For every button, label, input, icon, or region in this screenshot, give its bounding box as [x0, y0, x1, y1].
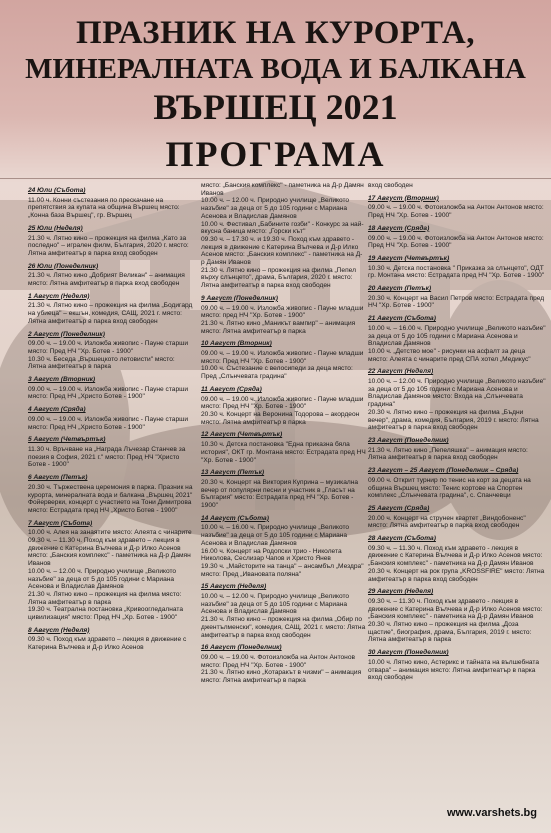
event-entry: 09.30 ч. – 17.30 ч. и 19.30 ч. Поход към здравето - лекция в движение с Катерина Вълчева и Д-р Илко Асенов място: „Банския комплекс" - паметника на Д-р Дамян Иванов — [201, 235, 363, 267]
day-heading: 26 Юли (Понеделник) — [28, 262, 99, 270]
program-column-1 — [28, 182, 193, 652]
day-heading: 24 Юли (Събота) — [28, 187, 86, 194]
website-link[interactable]: www.varshets.bg — [446, 807, 537, 819]
event-entry: 09.30 ч. Поход към здравето – лекция в движение с Катерина Вълчева и Д-р Илко Асенов — [28, 636, 187, 652]
divider — [0, 178, 551, 179]
day-heading: 1 Август (Неделя) — [28, 292, 90, 300]
event-entry: 21.30 ч. Лятно кино „Добрият Великан" – анимация място: Лятна амфитеатър в парка вход свободен — [28, 272, 185, 288]
event-entry: 21.30 ч. Лятно кино – прожекция на филма място: Лятна амфитеатър в парка — [28, 590, 182, 606]
event-entry: 20.30 ч. Концерт на Веронина Тодорова – акордеон място: Лятна амфитеатър в парка — [201, 410, 360, 426]
event-entry: 10.00 ч. Фестивал „Бабините гозби" - Конкурс за най-вкусна баница място: „Горски кът" — [201, 220, 364, 236]
day-heading: 2 Август (Понеделник) — [28, 330, 105, 338]
day-heading: 13 Август (Петък) — [201, 469, 265, 477]
event-entry: 10.30 ч. Детска постановка " Приказка за слънцето", ОДТ гр. Монтана място: Естрадата пред НЧ "Хр. Ботев - 1900" — [368, 264, 545, 280]
day-heading: 29 Август (Неделя) — [368, 588, 434, 596]
event-entry: 09.30 ч. – 11.30 ч. Поход към здравето - лекция в движение с Катерина Вълчева и Д-р Илко Асенов място: „Банския комплекс" - паметника на Д-р Дамян Иванов — [368, 544, 543, 568]
event-entry: 10.30 ч. Детска постановка "Една приказна бяла история", ОКТ гр. Монтана място: Естрадата пред НЧ "Хр. Ботев - 1900" — [201, 441, 366, 464]
event-entry: 21.30 ч. Лятно кино – прожекция на филма „Бодигард на убиеца" – екшън, комедия, САЩ, 2021 г. място: Лятна амфитеатър в парка вход свободен — [28, 302, 193, 325]
day-heading: 17 Август (Вторник) — [368, 194, 439, 202]
day-heading: 25 Юли (Неделя) — [28, 224, 83, 232]
event-entry: 10.00 ч. „Детство мое" - рисунки на асфалт за деца място: Алеята с чинарите пред СПА хотел „Медикус" — [368, 347, 531, 363]
day-heading: 25 Август (Сряда) — [368, 504, 430, 512]
day-heading: 28 Август (Събота) — [368, 535, 436, 543]
day-heading: 3 Август (Вторник) — [28, 376, 96, 384]
event-entry: 20.00 ч. Концерт на струнен квартет „Виндобоненс" място: Лятна амфитеатър в парка вход свободен — [368, 514, 526, 530]
event-entry: 09.00 ч. – 19.00 ч. Фотоизложба на Антон Антонов място: Пред НЧ "Хр. Ботев - 1900" — [368, 234, 544, 250]
event-entry: 21.30 ч. Лятно кино „Котаракът в чизми" – анимация място: Лятна амфитеатър в парка — [201, 669, 362, 685]
event-entry: 09.00 ч. – 19.00 ч. Фотоизложба на Антон Антонов място: Пред НЧ "Хр. Ботев - 1900" — [368, 204, 544, 220]
event-entry: 20.30 ч. Лятно кино – прожекция на филма „Бъдни вечер", драма, комедия, България, 2019 г. място: Лятна амфитеатър в парка вход свободен — [368, 408, 539, 432]
event-entry: 21.30 ч. Лятно кино „Маникът вампир" – анимация място: Лятна амфитеатър в парка — [201, 319, 356, 335]
event-entry: 19.30 ч. „Майсторите на танца" – ансамбъл „Мездра" място: Пред „Ивановата поляна" — [201, 562, 364, 578]
event-entry: 09.00 ч. – 19.00 ч. Изложба живопис - Пауне старши място: Пред НЧ „Христо Ботев - 1900" — [28, 415, 189, 431]
day-heading: 14 Август (Събота) — [201, 514, 269, 522]
title-line-1: ПРАЗНИК НА КУРОРТА, — [76, 15, 475, 51]
title-line-2: МИНЕРАЛНАТА ВОДА И БАЛКАНА — [25, 53, 526, 85]
day-heading: 5 Август (Четвъртък) — [28, 436, 106, 444]
event-entry: 09.00 ч. – 19.00 ч. Изложба живопис - Пауне младши място: Пред НЧ "Хр. Ботев - 1900" — [201, 350, 364, 365]
event-entry: 20.30 ч. Концерт на рок група „KROSSFIRE" място: Лятна амфитеатър в парка вход свободен — [368, 567, 545, 583]
event-entry: 10.00 ч. – 16.00 ч. Природно училище „Великото назъбие" за деца от 5 до 105 години с Мариана Асенова и Владислав Дамянов — [201, 524, 350, 547]
event-entry: 21.30 ч. Лятно кино – прожекция на филма „Като за последно" – игрален филм, България, 2020 г. място: Лятна амфитеатър в парка вход свободен — [28, 234, 189, 257]
event-entry: 11.30 ч. Връчване на „Награда Лъчезар Станчев за поезия в София, 2021 г." място: Пред НЧ "Христо Ботев - 1900" — [28, 445, 186, 469]
event-entry: 10.00 ч. Състезание с велосипеди за деца място: Пред „Слънчевата градина" — [201, 365, 353, 381]
event-entry: 21.30 ч. Лятно кино – прожекция на филма „Обир по джентълменски", комедия, САЩ, 2021 г. място: Лятна амфитеатър в парка вход свободен — [201, 616, 366, 639]
event-entry: 09.30 ч. – 11.30 ч. Поход към здравето - лекция в движение с Катерина Вълчева и Д-р Илко Асенов място: „Банския комплекс" - паметника на Д-р Дамян Иванов — [368, 597, 543, 621]
day-heading: 21 Август (Събота) — [368, 315, 436, 323]
day-heading: 22 Август (Неделя) — [368, 368, 434, 376]
event-entry: 10.00 ч. – 12.00 ч. Природно училище „Великото назъбие" за деца от 5 до 105 години с Мариана Асенова и Владислав Дамянов — [201, 197, 350, 220]
day-heading: 6 Август (Петък) — [28, 474, 88, 482]
program-column-2 — [201, 182, 366, 685]
event-entry: 10.00 ч. – 16.00 ч. Природно училище „Великото назъбие" за деца от 5 до 105 години с Мариана Асенова и Владислав Дамянов — [368, 324, 546, 348]
event-entry: 09.00 ч. – 19.00 ч. Изложба живопис - Пауне старши място: Пред НЧ „Христо Ботев - 1900" — [28, 385, 189, 401]
day-heading: 18 Август (Сряда) — [368, 224, 430, 232]
event-entry: 11.00 ч. Конни състезания по прескачане на препятствия за купата на община Вършец място: „Конна база Вършец", гр. Вършец — [28, 196, 180, 220]
program-column-3 — [368, 182, 546, 682]
day-heading: 9 Август (Понеделник) — [201, 294, 278, 302]
day-heading: 23 Август – 25 Август (Понеделник – Сряда) — [368, 467, 519, 475]
program-columns — [28, 182, 548, 822]
event-entry: 21.30 ч. Лятно кино – прожекция на филма „Пепел върху слънцето", драма, България, 2020 г. място: Лятна амфитеатър в парка вход свободен — [201, 266, 356, 290]
event-entry: 20.30 ч. Концерт на Виктория Куприна – музикална вечер от популярни песни и участник в „Гласът на България" място: Естрадата пред НЧ "Хр. Ботев - 1900" — [201, 478, 359, 510]
event-entry: 10.00 ч. Лятно кино, Астерикс и тайната на вълшебната отвара" – анимация място: Лятна амфитеатър в парка вход свободен — [368, 658, 540, 682]
day-heading: 10 Август (Вторник) — [201, 340, 272, 348]
event-entry: 10.00 ч. Алея на занаятите място: Алеята с чинарите — [28, 529, 192, 537]
event-entry: място: „Банския комплекс" - паметника на Д-р Дамян Иванов — [201, 182, 364, 197]
day-heading: 20 Август (Петък) — [368, 285, 432, 293]
event-entry: 10.30 ч. Беседа „Вършецкото летовисти" място: Лятна амфитеатър в парка — [28, 355, 175, 371]
day-heading: 30 Август (Понеделник) — [368, 649, 449, 657]
day-heading: 11 Август (Сряда) — [201, 385, 262, 393]
event-entry: 20.30 ч. Лятно кино – прожекция на филма „Доза щастие", биография, драма, България, 2019 г. място: Лятна амфитеатър в парка — [368, 621, 532, 644]
day-heading: 12 Август (Четвъртък) — [201, 431, 283, 439]
event-entry: 10.00 ч. – 12.00 ч. Природно училище „Великото назъбие" за деца от 5 до 105 години с Мариана Асенова и Владислав Дамянов място: Входа на „Слънчевата градина" — [368, 378, 546, 409]
title-line-3: ВЪРШЕЦ 2021 — [153, 87, 398, 127]
poster-header — [0, 14, 551, 176]
event-entry: вход свободен — [368, 182, 413, 189]
event-entry: 10.00 ч. – 12.00 ч. Природно училище „Великото назъбие" за деца от 5 до 105 години с Мариана Асенова и Владислав Дамянов — [201, 593, 350, 616]
day-heading: 7 Август (Събота) — [28, 519, 93, 527]
program-title: ПРОГРАМА — [165, 134, 386, 174]
day-heading: 23 Август (Понеделник) — [368, 436, 449, 444]
event-entry: 20.30 ч. Концерт на Васил Петров място: Естрадата пред НЧ "Хр. Ботев - 1900" — [368, 294, 545, 310]
event-entry: 20.30 ч. Тържествена церемония в парка. Празник на курорта, минералната вода и балкана „Вършец 2021" Фойерверки, концерт с участието на Тони Димитрова място: Естрадата пред НЧ „Христо Ботев - 1900" — [28, 483, 193, 514]
event-entry: 19.30 ч. Театрална постановка „Кривоогледалната цивилизация" място: Пред НЧ „Хр. Ботев - 1900" — [28, 606, 184, 622]
event-entry: 09.00 ч. – 19.00 ч. Изложба живопис - Пауне младши място: Пред НЧ "Хр. Ботев - 1900" — [201, 395, 364, 411]
day-heading: 4 Август (Сряда) — [28, 406, 86, 414]
event-entry: 09.00 ч. – 19.00 ч. Изложба живопис - Пауне старши място: Пред НЧ "Хр. Ботев - 1900" — [28, 340, 189, 355]
event-entry: 09.00 ч. – 19.00 ч. Изложба живопис - Пауне младши място: пред НЧ "Хр. Ботев - 1900" — [201, 304, 364, 320]
day-heading: 8 Август (Неделя) — [28, 626, 90, 634]
event-entry: 10.00 ч. – 12.00 ч. Природно училище „Великото назъбие" за деца от 5 до 105 години с Мариана Асенова и Владислав Дамянов — [28, 567, 177, 591]
event-entry: 09.00 ч. Открит турнир по тенис на корт за децата на община Вършец място: Тенис кортове на Спортен комплекс „Слънчевата градина", с. Спанчевци — [368, 476, 531, 500]
day-heading: 16 Август (Понеделник) — [201, 644, 282, 652]
event-entry: 16.00 ч. Концерт на Родопски трио - Николета Николова, Сеслизар Чапов и Христо Янев — [201, 547, 342, 563]
event-entry: 09.00 ч. – 19.00 ч. Фотоизложба на Антон Антонов място: Пред НЧ "Хр. Ботев - 1900" — [201, 653, 355, 669]
event-entry: 21.30 ч. Лятно кино „Пепеляшка" – анимация място: Лятна амфитеатър в парка вход свободен — [368, 446, 528, 462]
day-heading: 19 Август (Четвъртък) — [368, 254, 450, 262]
event-entry: 09.30 ч. – 11.30 ч. Поход към здравето – лекция в движение с Катерина Вълчева и Д-р Илко Асенов място: „Банския комплекс" - паметника на Д-р Дамян Иванов — [28, 537, 191, 568]
day-heading: 15 Август (Неделя) — [201, 583, 267, 591]
